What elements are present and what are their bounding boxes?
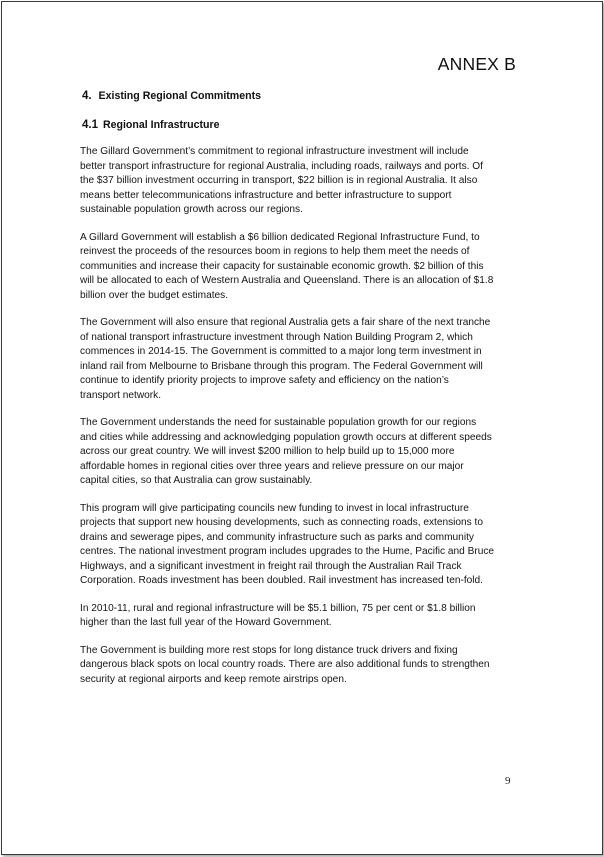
paragraph-line: inland rail from Melbourne to Brisbane through this program. The Federal Government will xyxy=(80,360,483,372)
paragraph xyxy=(80,231,520,304)
paragraph-line: centres. The national investment program includes upgrades to the Hume, Pacific and Bruce xyxy=(80,546,495,557)
paragraph-line: drains and sewerage pipes, and community infrastructure such as parks and community xyxy=(80,531,474,543)
paragraph-line: The Government understands the need for sustainable population growth for our regions xyxy=(80,417,477,428)
paragraph-line: This program will give participating councils new funding to invest in local infrastructure xyxy=(80,502,469,514)
paragraph-line: sustainable population growth across our regions. xyxy=(80,204,303,215)
section-title: Existing Regional Commitments xyxy=(98,90,262,102)
subsection-number: 4.1 xyxy=(82,119,98,131)
paragraph-line: the $37 billion investment occurring in transport, $22 billion is in regional Australia. It also xyxy=(80,175,478,186)
page-number: 9 xyxy=(505,775,511,787)
section-heading xyxy=(82,90,261,102)
paragraph-line: transport network. xyxy=(80,389,162,401)
document-page xyxy=(1,1,603,855)
paragraph-line: dangerous black spots on local country roads. There are also additional funds to strengthen xyxy=(80,659,490,670)
paragraph-line: The Government will also ensure that regional Australia gets a fair share of the next tranche xyxy=(80,317,491,328)
paragraph-line: higher than the last full year of the Howard Government. xyxy=(80,617,332,628)
annex-label: ANNEX B xyxy=(437,54,516,74)
paragraph xyxy=(80,145,520,218)
paragraph-line: communities and increase their capacity for sustainable economic growth. $2 billion of this xyxy=(80,260,484,272)
paragraph xyxy=(80,602,520,631)
paragraph-line: A Gillard Government will establish a $6 billion dedicated Regional Infrastructure Fund, to xyxy=(80,231,480,243)
section-number: 4. xyxy=(82,90,92,102)
paragraph-line: affordable homes in regional cities over three years and relieve pressure on our major xyxy=(80,460,464,472)
paragraph-line: billion over the budget estimates. xyxy=(80,289,229,301)
paragraph-line: Highways, and a significant investment in freight rail through the Australian Rail Track xyxy=(80,560,462,572)
paragraph xyxy=(80,644,520,688)
paragraph-line: and cities while addressing and acknowledging population growth occurs at different speeds xyxy=(80,431,492,443)
paragraph xyxy=(80,416,520,489)
paragraph-line: across our great country. We will invest $200 million to help build up to 15,000 more xyxy=(80,446,455,457)
paragraph xyxy=(80,502,520,589)
subsection-title: Regional Infrastructure xyxy=(102,119,220,131)
paragraph-line: continue to identify priority projects to improve safety and efficiency on the nation’s xyxy=(80,375,449,386)
paragraph-line: security at regional airports and keep remote airstrips open. xyxy=(80,673,347,685)
paragraph xyxy=(80,316,520,403)
paragraph-line: better transport infrastructure for regional Australia, including roads, railways and ports. Of xyxy=(80,160,483,172)
paragraph-line: The Gillard Government’s commitment to regional infrastructure investment will include xyxy=(80,146,469,157)
paragraph-line: Corporation. Roads investment has been doubled. Rail investment has increased ten-fold. xyxy=(80,575,483,586)
paragraph-line: reinvest the proceeds of the resources boom in regions to help them meet the needs of xyxy=(80,246,470,257)
paragraph-line: means better telecommunications infrastructure and better infrastructure to support xyxy=(80,189,452,201)
subsection-heading xyxy=(82,119,220,131)
paragraph-line: of national transport infrastructure investment through Nation Building Program 2, which xyxy=(80,331,473,343)
paragraph-line: In 2010-11, rural and regional infrastructure will be $5.1 billion, 75 per cent or $1.8 billion xyxy=(80,602,476,614)
body-text xyxy=(80,145,520,700)
paragraph-line: will be allocated to each of Western Australia and Queensland. There is an allocation of $1.8 xyxy=(80,275,494,286)
paragraph-line: The Government is building more rest stops for long distance truck drivers and fixing xyxy=(80,644,458,656)
paragraph-line: capital cities, so that Australia can grow sustainably. xyxy=(80,475,313,486)
paragraph-line: commences in 2014-15. The Government is committed to a major long term investment in xyxy=(80,346,482,357)
paragraph-line: projects that support new housing developments, such as connecting roads, extensions to xyxy=(80,517,483,528)
